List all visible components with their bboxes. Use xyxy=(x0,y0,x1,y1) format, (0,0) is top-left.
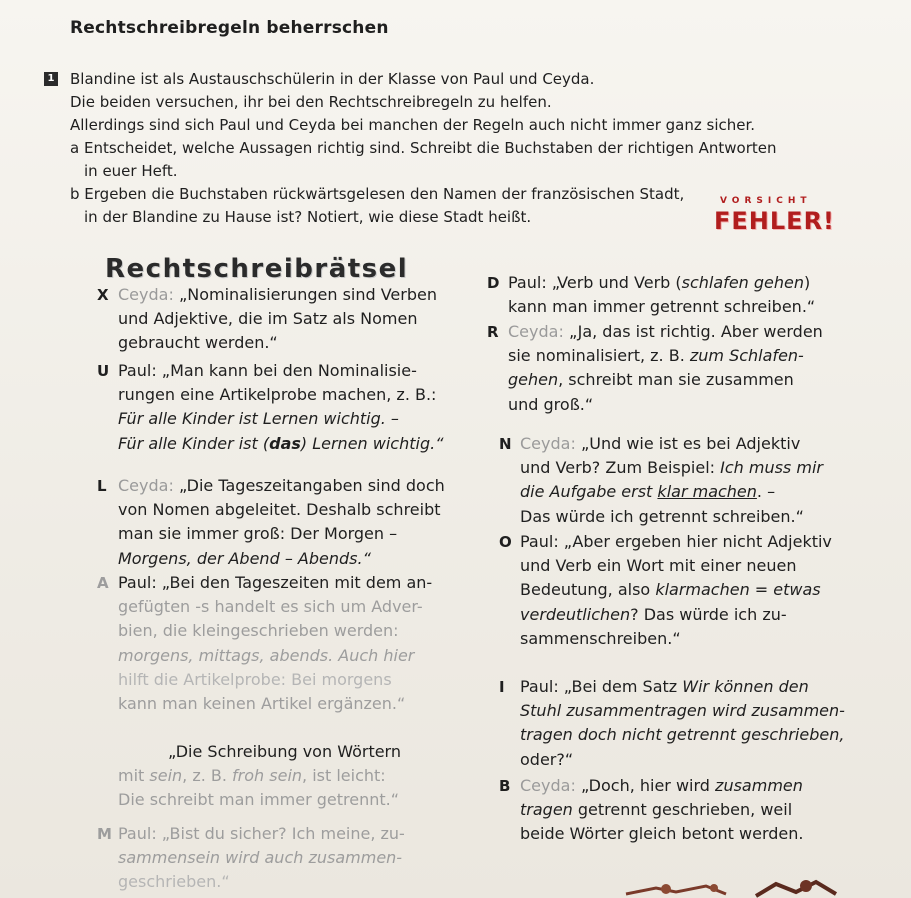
statement-letter: N xyxy=(499,435,512,453)
statement-o: O Paul: „Aber ergeben hier nicht Adjektiv und Verb ein Wort mit einer neuen Bedeutung, also klarmachen = etwas verdeutlichen? Das würde ich zu- sammenschreiben.“ xyxy=(499,532,832,648)
decorative-illustration xyxy=(606,874,846,898)
task-b-line-1: b Ergeben die Buchstaben rückwärtsgelesen den Namen der französischen Stadt, xyxy=(70,185,685,203)
section-heading: Rechtschreibregeln beherrschen xyxy=(70,18,389,38)
statement-b: B Ceyda: „Doch, hier wird zusammen tragen getrennt geschrieben, weil beide Wörter gleich betont werden. xyxy=(499,776,804,844)
statement-letter: B xyxy=(499,777,511,795)
statement-u: U Paul: „Man kann bei den Nominalisie- rungen eine Artikelprobe machen, z. B.: Für alle Kinder ist Lernen wichtig. – Für alle Kinder ist (das) Lernen wichtig.“ xyxy=(97,361,444,453)
statement-letter: O xyxy=(499,533,512,551)
statement-letter: D xyxy=(487,274,500,292)
statement-l: L Ceyda: „Die Tageszeitangaben sind doch von Nomen abgeleitet. Deshalb schreibt man sie immer groß: Der Morgen – Morgens, der Abend – Abends.“ xyxy=(97,476,445,568)
statement-d: D Paul: „Verb und Verb (schlafen gehen) kann man immer getrennt schreiben.“ xyxy=(487,273,816,317)
puzzle-title: Rechtschreibrätsel xyxy=(105,254,409,284)
statement-letter: U xyxy=(97,362,110,380)
stamp-vorsicht: VORSICHT xyxy=(720,196,812,206)
intro-line-3: Allerdings sind sich Paul und Ceyda bei manchen der Regeln auch nicht immer ganz sicher. xyxy=(70,116,756,134)
task-number-badge: 1 xyxy=(44,72,58,86)
statement-letter: I xyxy=(499,678,505,696)
statement-r: R Ceyda: „Ja, das ist richtig. Aber werden sie nominalisiert, z. B. zum Schlafen- gehen, schreibt man sie zusammen und groß.“ xyxy=(487,322,823,414)
stamp-fehler: FEHLER! xyxy=(714,207,835,235)
statement-i: I Paul: „Bei dem Satz Wir können den Stuhl zusammentragen wird zusammen- tragen doch nicht getrennt geschrieben, oder?“ xyxy=(499,677,845,769)
statement-x: X Ceyda: „Nominalisierungen sind Verben und Adjektive, die im Satz als Nomen gebraucht werden.“ xyxy=(97,285,437,353)
statement-e: „Die Schreibung von Wörtern mit sein, z. B. froh sein, ist leicht: Die schreibt man immer getrennt.“ xyxy=(118,742,401,810)
statement-letter: X xyxy=(97,286,109,304)
statement-a: A Paul: „Bei den Tageszeiten mit dem an- gefügten -s handelt es sich um Adver- bien, die kleingeschrieben werden: morgens, mittags, abends. Auch hier hilft die Artikelprobe: Bei morgens kann man keinen Artikel ergänzen.“ xyxy=(97,573,433,714)
intro-line-1: Blandine ist als Austauschschülerin in der Klasse von Paul und Ceyda. xyxy=(70,70,595,88)
statement-letter: R xyxy=(487,323,499,341)
statement-letter: A xyxy=(97,574,109,592)
task-a-line-1: a Entscheidet, welche Aussagen richtig sind. Schreibt die Buchstaben der richtigen Antworten xyxy=(70,139,777,157)
statement-n: N Ceyda: „Und wie ist es bei Adjektiv und Verb? Zum Beispiel: Ich muss mir die Aufgabe erst klar machen. – Das würde ich getrennt schreiben.“ xyxy=(499,434,823,526)
intro-line-2: Die beiden versuchen, ihr bei den Rechtschreibregeln zu helfen. xyxy=(70,93,552,111)
statement-letter: L xyxy=(97,477,107,495)
task-a-line-2: in euer Heft. xyxy=(84,162,178,180)
warning-stamp xyxy=(702,196,834,238)
task-b-line-2: in der Blandine zu Hause ist? Notiert, wie diese Stadt heißt. xyxy=(84,208,532,226)
statement-m: M Paul: „Bist du sicher? Ich meine, zu- sammensein wird auch zusammen- geschrieben.“ xyxy=(97,824,405,892)
statement-letter: M xyxy=(97,825,112,843)
